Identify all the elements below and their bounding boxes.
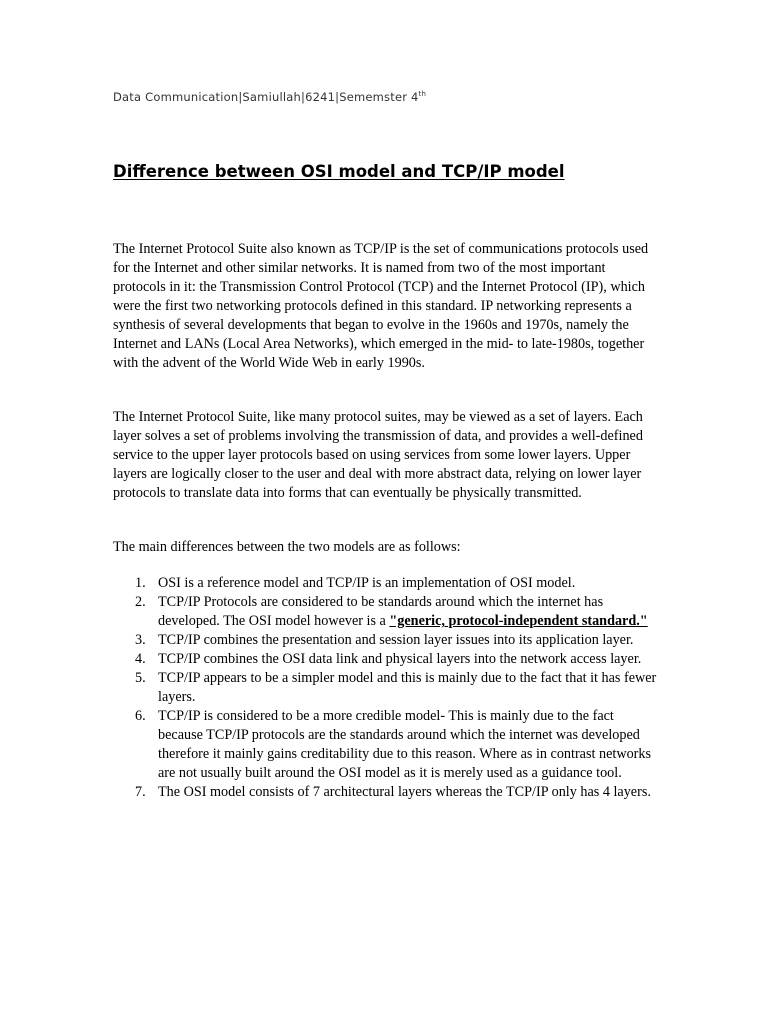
- list-item: [113, 783, 658, 802]
- list-item: [113, 631, 658, 650]
- list-item-text: TCP/IP is considered to be a more credible model- This is mainly due to the fact because TCP/IP protocols are the standards around which the internet was developed therefore it mainly gains creditability due to this reason. Where as in contrast networks are not usually built around the OSI model as it is merely used as a guidance tool.: [158, 708, 652, 781]
- document-title: Difference between OSI model and TCP/IP model: [113, 162, 565, 181]
- list-item-text: The OSI model consists of 7 architectural layers whereas the TCP/IP only has 4 layers.: [158, 784, 651, 800]
- header-superscript: th: [418, 90, 427, 99]
- list-item-text: TCP/IP Protocols are considered to be standards around which the internet has developed. The OSI model however is a: [158, 594, 604, 629]
- list-item-number: 7.: [135, 784, 146, 800]
- list-item: [113, 574, 658, 593]
- list-item: [113, 650, 658, 669]
- list-item-text: TCP/IP combines the OSI data link and physical layers into the network access layer.: [158, 651, 642, 667]
- layers-paragraph: The Internet Protocol Suite, like many protocol suites, may be viewed as a set of layers. Each layer solves a set of problems involving the transmission of data, and provides a well-defined service to the upper layer protocols based on using services from some lower layers. Upper layers are logically closer to the user and deal with more abstract data, relying on lower layer protocols to translate data into forms that can eventually be physically transmitted.: [113, 409, 643, 501]
- intro-paragraph: The Internet Protocol Suite also known as TCP/IP is the set of communications protocols used for the Internet and other similar networks. It is named from two of the most important protocols in it: the Transmission Control Protocol (TCP) and the Internet Protocol (IP), which were the first two networking protocols defined in this standard. IP networking represents a synthesis of several developments that began to evolve in the 1960s and 1970s, namely the Internet and LANs (Local Area Networks), which emerged in the mid- to late-1980s, together with the advent of the World Wide Web in early 1990s.: [113, 241, 649, 371]
- list-item-number: 1.: [135, 575, 146, 591]
- header-text: Data Communication|Samiullah|6241|Sememster 4: [113, 90, 419, 104]
- list-item: [113, 593, 658, 631]
- list-item-text: TCP/IP appears to be a simpler model and this is mainly due to the fact that it has fewer layers.: [158, 670, 657, 705]
- document-header: [113, 90, 426, 104]
- list-item-text: TCP/IP combines the presentation and session layer issues into its application layer.: [158, 632, 634, 648]
- list-item-number: 5.: [135, 670, 146, 686]
- list-item: [113, 669, 658, 707]
- list-item: [113, 707, 658, 783]
- list-item-number: 2.: [135, 594, 146, 610]
- list-item-emphasis: "generic, protocol-independent standard.": [389, 613, 648, 629]
- list-item-text: OSI is a reference model and TCP/IP is an implementation of OSI model.: [158, 575, 576, 591]
- list-item-number: 3.: [135, 632, 146, 648]
- list-item-number: 4.: [135, 651, 146, 667]
- differences-list: [113, 574, 658, 802]
- differences-intro-paragraph: The main differences between the two models are as follows:: [113, 539, 461, 555]
- list-item-number: 6.: [135, 708, 146, 724]
